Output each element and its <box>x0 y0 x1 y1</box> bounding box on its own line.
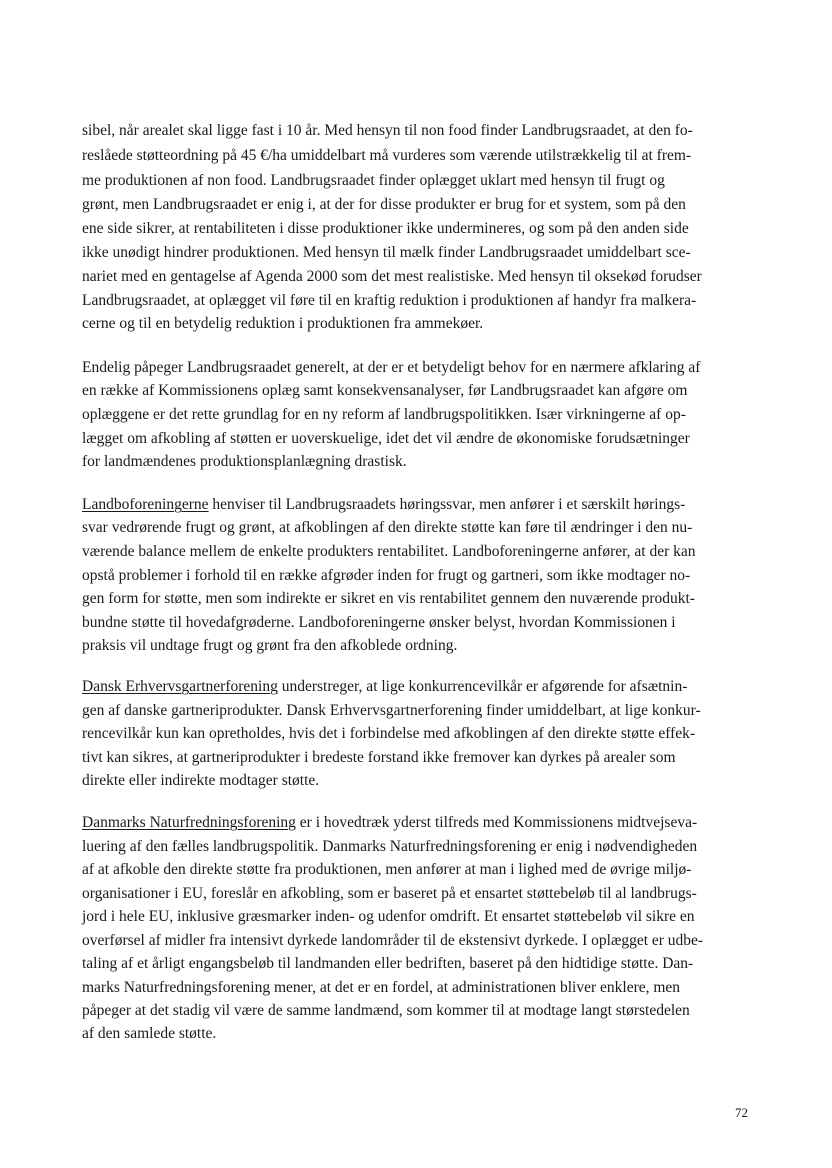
text-line: grønt, men Landbrugsraadet er enig i, at der for disse produkter er brug for et system, som på den <box>82 196 686 213</box>
organization-name: Landboforeningerne <box>82 496 209 513</box>
text-line: cerne og til en betydelig reduktion i produktionen fra ammekøer. <box>82 315 484 332</box>
text-line: Endelig påpeger Landbrugsraadet generelt, at der er et betydeligt behov for en nærmere afklaring af <box>82 359 701 376</box>
text-line: direkte eller indirekte modtager støtte. <box>82 772 320 789</box>
text-line: af den samlede støtte. <box>82 1025 217 1042</box>
text-line: gen af danske gartneriprodukter. Dansk Erhvervsgartnerforening finder umiddelbart, at lige konkur- <box>82 702 701 719</box>
text-line: sibel, når arealet skal ligge fast i 10 år. Med hensyn til non food finder Landbrugsraadet, at den fo- <box>82 122 693 139</box>
text-line: praksis vil undtage frugt og grønt fra den afkoblede ordning. <box>82 637 458 654</box>
page-number: 72 <box>735 1105 748 1120</box>
text-line: ikke unødigt hindrer produktionen. Med hensyn til mælk finder Landbrugsraadet umiddelbart sce- <box>82 244 691 261</box>
text-line: organisationer i EU, foreslår en afkobling, som er baseret på et ensartet støttebeløb til al landbrugs- <box>82 885 697 902</box>
text-run: henviser til Landbrugsraadets høringssvar, men anfører i et særskilt hørings- <box>208 496 686 513</box>
text-line <box>82 494 685 516</box>
text-line: me produktionen af non food. Landbrugsraadet finder oplægget uklart med hensyn til frugt og <box>82 172 665 189</box>
text-line: en række af Kommissionens oplæg samt konsekvensanalyser, før Landbrugsraadet kan afgøre om <box>82 382 688 399</box>
text-line: tivt kan sikres, at gartneriprodukter i bredeste forstand ikke fremover kan dyrkes på arealer som <box>82 749 676 766</box>
text-line: lægget om afkobling af støtten er uoverskuelige, idet det vil ændre de økonomiske forudsætninger <box>82 430 690 447</box>
text-line: bundne støtte til hovedafgrøderne. Landboforeningerne ønsker belyst, hvordan Kommissionen i <box>82 614 676 631</box>
text-line: marks Naturfredningsforening mener, at det er en fordel, at administrationen bliver enklere, men <box>82 979 681 996</box>
text-line: opstå problemer i forhold til en række afgrøder inden for frugt og gartneri, som ikke modtager no- <box>82 567 691 584</box>
text-line: for landmændenes produktionsplanlægning drastisk. <box>82 453 407 470</box>
text-line: påpeger at det stadig vil være de samme landmænd, som kommer til at modtage langt størstedelen <box>82 1002 690 1019</box>
text-line: svar vedrørende frugt og grønt, at afkoblingen af den direkte støtte kan føre til ændringer i den nu- <box>82 519 693 536</box>
text-run: understreger, at lige konkurrencevilkår er afgørende for afsætnin- <box>277 678 688 695</box>
text-line: gen form for støtte, men som indirekte er sikret en vis rentabilitet gennem den nuværende produkt- <box>82 590 695 607</box>
text-line <box>82 812 697 834</box>
text-line: af at afkoble den direkte støtte fra produktionen, men anfører at man i lighed med de øvrige miljø- <box>82 861 692 878</box>
organization-name: Dansk Erhvervsgartnerforening <box>82 678 278 695</box>
text-line: reslåede støtteordning på 45 €/ha umiddelbart må vurderes som værende utilstrækkelig til at frem- <box>82 147 692 164</box>
text-line: nariet med en gentagelse af Agenda 2000 som det mest realistiske. Med hensyn til oksekød forudser <box>82 268 702 285</box>
text-line: taling af et årligt engangsbeløb til landmanden eller bedriften, baseret på den hidtidige støtte. Dan- <box>82 955 694 972</box>
text-line: luering af den fælles landbrugspolitik. Danmarks Naturfredningsforening er enig i nødvendigheden <box>82 838 698 855</box>
text-line: rencevilkår kun kan opretholdes, hvis det i forbindelse med afkoblingen af den direkte støtte effek- <box>82 725 696 742</box>
text-line: oplæggene er det rette grundlag for en ny reform af landbrugspolitikken. Især virkningerne af op- <box>82 406 686 423</box>
organization-name: Danmarks Naturfredningsforening <box>82 814 296 831</box>
text-line: Landbrugsraadet, at oplægget vil føre til en kraftig reduktion i produktionen af handyr fra malkera- <box>82 292 697 309</box>
text-line: værende balance mellem de enkelte produkters rentabilitet. Landboforeningerne anfører, at der kan <box>82 543 696 560</box>
text-run: er i hovedtræk yderst tilfreds med Kommissionens midtvejseva- <box>295 814 698 831</box>
text-line: overførsel af midler fra intensivt dyrkede landområder til de ekstensivt dyrkede. I oplægget er udbe- <box>82 932 704 949</box>
text-line: jord i hele EU, inklusive græsmarker inden- og udenfor omdrift. Et ensartet støttebeløb vil sikre en <box>82 908 695 925</box>
text-line <box>82 676 687 698</box>
text-line: ene side sikrer, at rentabiliteten i disse produktioner ikke undermineres, og som på den anden side <box>82 220 689 237</box>
